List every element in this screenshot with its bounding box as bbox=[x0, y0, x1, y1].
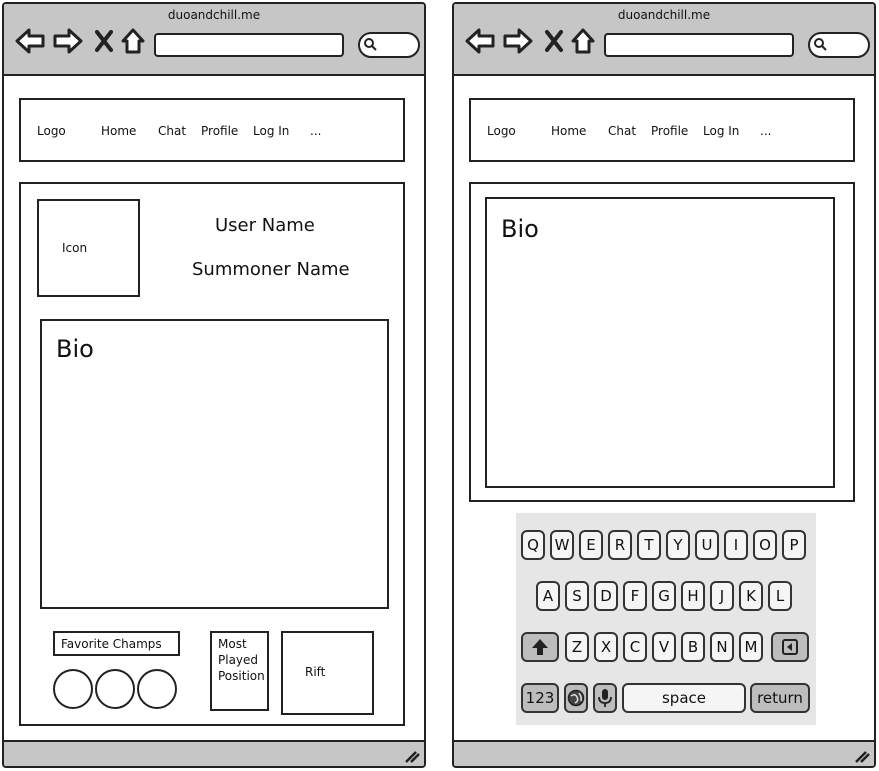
back-arrow-icon[interactable] bbox=[464, 26, 496, 56]
key-a[interactable]: A bbox=[536, 581, 560, 611]
shift-arrow-icon bbox=[531, 638, 549, 656]
favorite-champs-box bbox=[53, 631, 180, 656]
shift-key[interactable] bbox=[521, 632, 559, 662]
champ-circle-1[interactable] bbox=[53, 669, 93, 709]
site-nav-bar bbox=[469, 98, 855, 162]
home-icon[interactable] bbox=[570, 26, 596, 56]
resize-grip-icon[interactable] bbox=[404, 749, 420, 763]
window-title: duoandchill.me bbox=[167, 8, 261, 22]
nav-logo[interactable]: Logo bbox=[487, 124, 516, 138]
microphone-key[interactable] bbox=[593, 683, 617, 713]
key-l[interactable]: L bbox=[768, 581, 792, 611]
site-nav-bar bbox=[19, 98, 405, 162]
nav-logo[interactable]: Logo bbox=[37, 124, 66, 138]
key-p[interactable]: P bbox=[782, 530, 806, 560]
close-icon[interactable] bbox=[94, 26, 114, 56]
key-n[interactable]: N bbox=[710, 632, 734, 662]
address-bar[interactable] bbox=[604, 33, 794, 57]
resize-grip-icon[interactable] bbox=[854, 749, 870, 763]
key-c[interactable]: C bbox=[623, 632, 647, 662]
key-y[interactable]: Y bbox=[666, 530, 690, 560]
key-s[interactable]: S bbox=[565, 581, 589, 611]
search-icon bbox=[813, 37, 829, 53]
status-bar bbox=[4, 740, 424, 766]
rift-box bbox=[281, 631, 374, 715]
key-q[interactable]: Q bbox=[521, 530, 545, 560]
onscreen-keyboard bbox=[516, 513, 816, 725]
browser-window-profile bbox=[2, 2, 426, 768]
forward-arrow-icon[interactable] bbox=[52, 26, 84, 56]
address-bar[interactable] bbox=[154, 33, 344, 57]
numbers-key[interactable]: 123 bbox=[521, 683, 559, 713]
key-w[interactable]: W bbox=[550, 530, 574, 560]
key-k[interactable]: K bbox=[739, 581, 763, 611]
close-icon[interactable] bbox=[544, 26, 564, 56]
profile-icon-box[interactable] bbox=[37, 199, 140, 297]
search-field[interactable] bbox=[808, 32, 870, 58]
icon-label: Icon bbox=[62, 241, 88, 255]
user-name: User Name bbox=[215, 215, 315, 236]
return-key[interactable]: return bbox=[750, 683, 810, 713]
search-icon bbox=[363, 37, 379, 53]
nav-chat[interactable]: Chat bbox=[158, 124, 187, 138]
rift-label: Rift bbox=[305, 665, 326, 679]
browser-toolbar bbox=[454, 4, 874, 76]
bio-input-box[interactable] bbox=[485, 197, 835, 488]
forward-arrow-icon[interactable] bbox=[502, 26, 534, 56]
key-u[interactable]: U bbox=[695, 530, 719, 560]
position-label-line-1: Most bbox=[218, 637, 247, 651]
nav-home[interactable]: Home bbox=[101, 124, 137, 138]
nav-login[interactable]: Log In bbox=[703, 124, 740, 138]
champ-circle-2[interactable] bbox=[95, 669, 135, 709]
key-t[interactable]: T bbox=[637, 530, 661, 560]
backspace-icon bbox=[781, 638, 799, 656]
key-z[interactable]: Z bbox=[565, 632, 589, 662]
nav-login[interactable]: Log In bbox=[253, 124, 290, 138]
back-arrow-icon[interactable] bbox=[14, 26, 46, 56]
champ-circle-3[interactable] bbox=[137, 669, 177, 709]
key-i[interactable]: I bbox=[724, 530, 748, 560]
space-key[interactable]: space bbox=[622, 683, 746, 713]
summoner-name: Summoner Name bbox=[192, 259, 350, 280]
backspace-key[interactable] bbox=[771, 632, 809, 662]
key-m[interactable]: M bbox=[739, 632, 763, 662]
bio-label: Bio bbox=[501, 215, 539, 243]
key-o[interactable]: O bbox=[753, 530, 777, 560]
nav-profile[interactable]: Profile bbox=[651, 124, 689, 138]
nav-more[interactable]: ... bbox=[310, 124, 322, 138]
most-played-position-box bbox=[210, 631, 269, 711]
favorite-champs-label: Favorite Champs bbox=[61, 637, 162, 651]
key-v[interactable]: V bbox=[652, 632, 676, 662]
home-icon[interactable] bbox=[120, 26, 146, 56]
key-j[interactable]: J bbox=[710, 581, 734, 611]
key-e[interactable]: E bbox=[579, 530, 603, 560]
nav-chat[interactable]: Chat bbox=[608, 124, 637, 138]
position-label-line-2: Played bbox=[218, 653, 259, 667]
key-h[interactable]: H bbox=[681, 581, 705, 611]
nav-more[interactable]: ... bbox=[760, 124, 772, 138]
globe-key[interactable] bbox=[564, 683, 588, 713]
nav-home[interactable]: Home bbox=[551, 124, 587, 138]
search-field[interactable] bbox=[358, 32, 420, 58]
bio-label: Bio bbox=[56, 335, 94, 363]
key-r[interactable]: R bbox=[608, 530, 632, 560]
browser-window-edit bbox=[452, 2, 876, 768]
globe-icon bbox=[567, 689, 585, 707]
key-f[interactable]: F bbox=[623, 581, 647, 611]
window-title: duoandchill.me bbox=[617, 8, 711, 22]
nav-profile[interactable]: Profile bbox=[201, 124, 239, 138]
key-x[interactable]: X bbox=[594, 632, 618, 662]
key-d[interactable]: D bbox=[594, 581, 618, 611]
bio-edit-panel bbox=[469, 182, 855, 502]
browser-toolbar bbox=[4, 4, 424, 76]
position-label-line-3: Position bbox=[218, 669, 265, 683]
microphone-icon bbox=[597, 688, 613, 708]
key-b[interactable]: B bbox=[681, 632, 705, 662]
status-bar bbox=[454, 740, 874, 766]
profile-panel bbox=[19, 182, 405, 726]
bio-box[interactable] bbox=[40, 319, 389, 609]
key-g[interactable]: G bbox=[652, 581, 676, 611]
